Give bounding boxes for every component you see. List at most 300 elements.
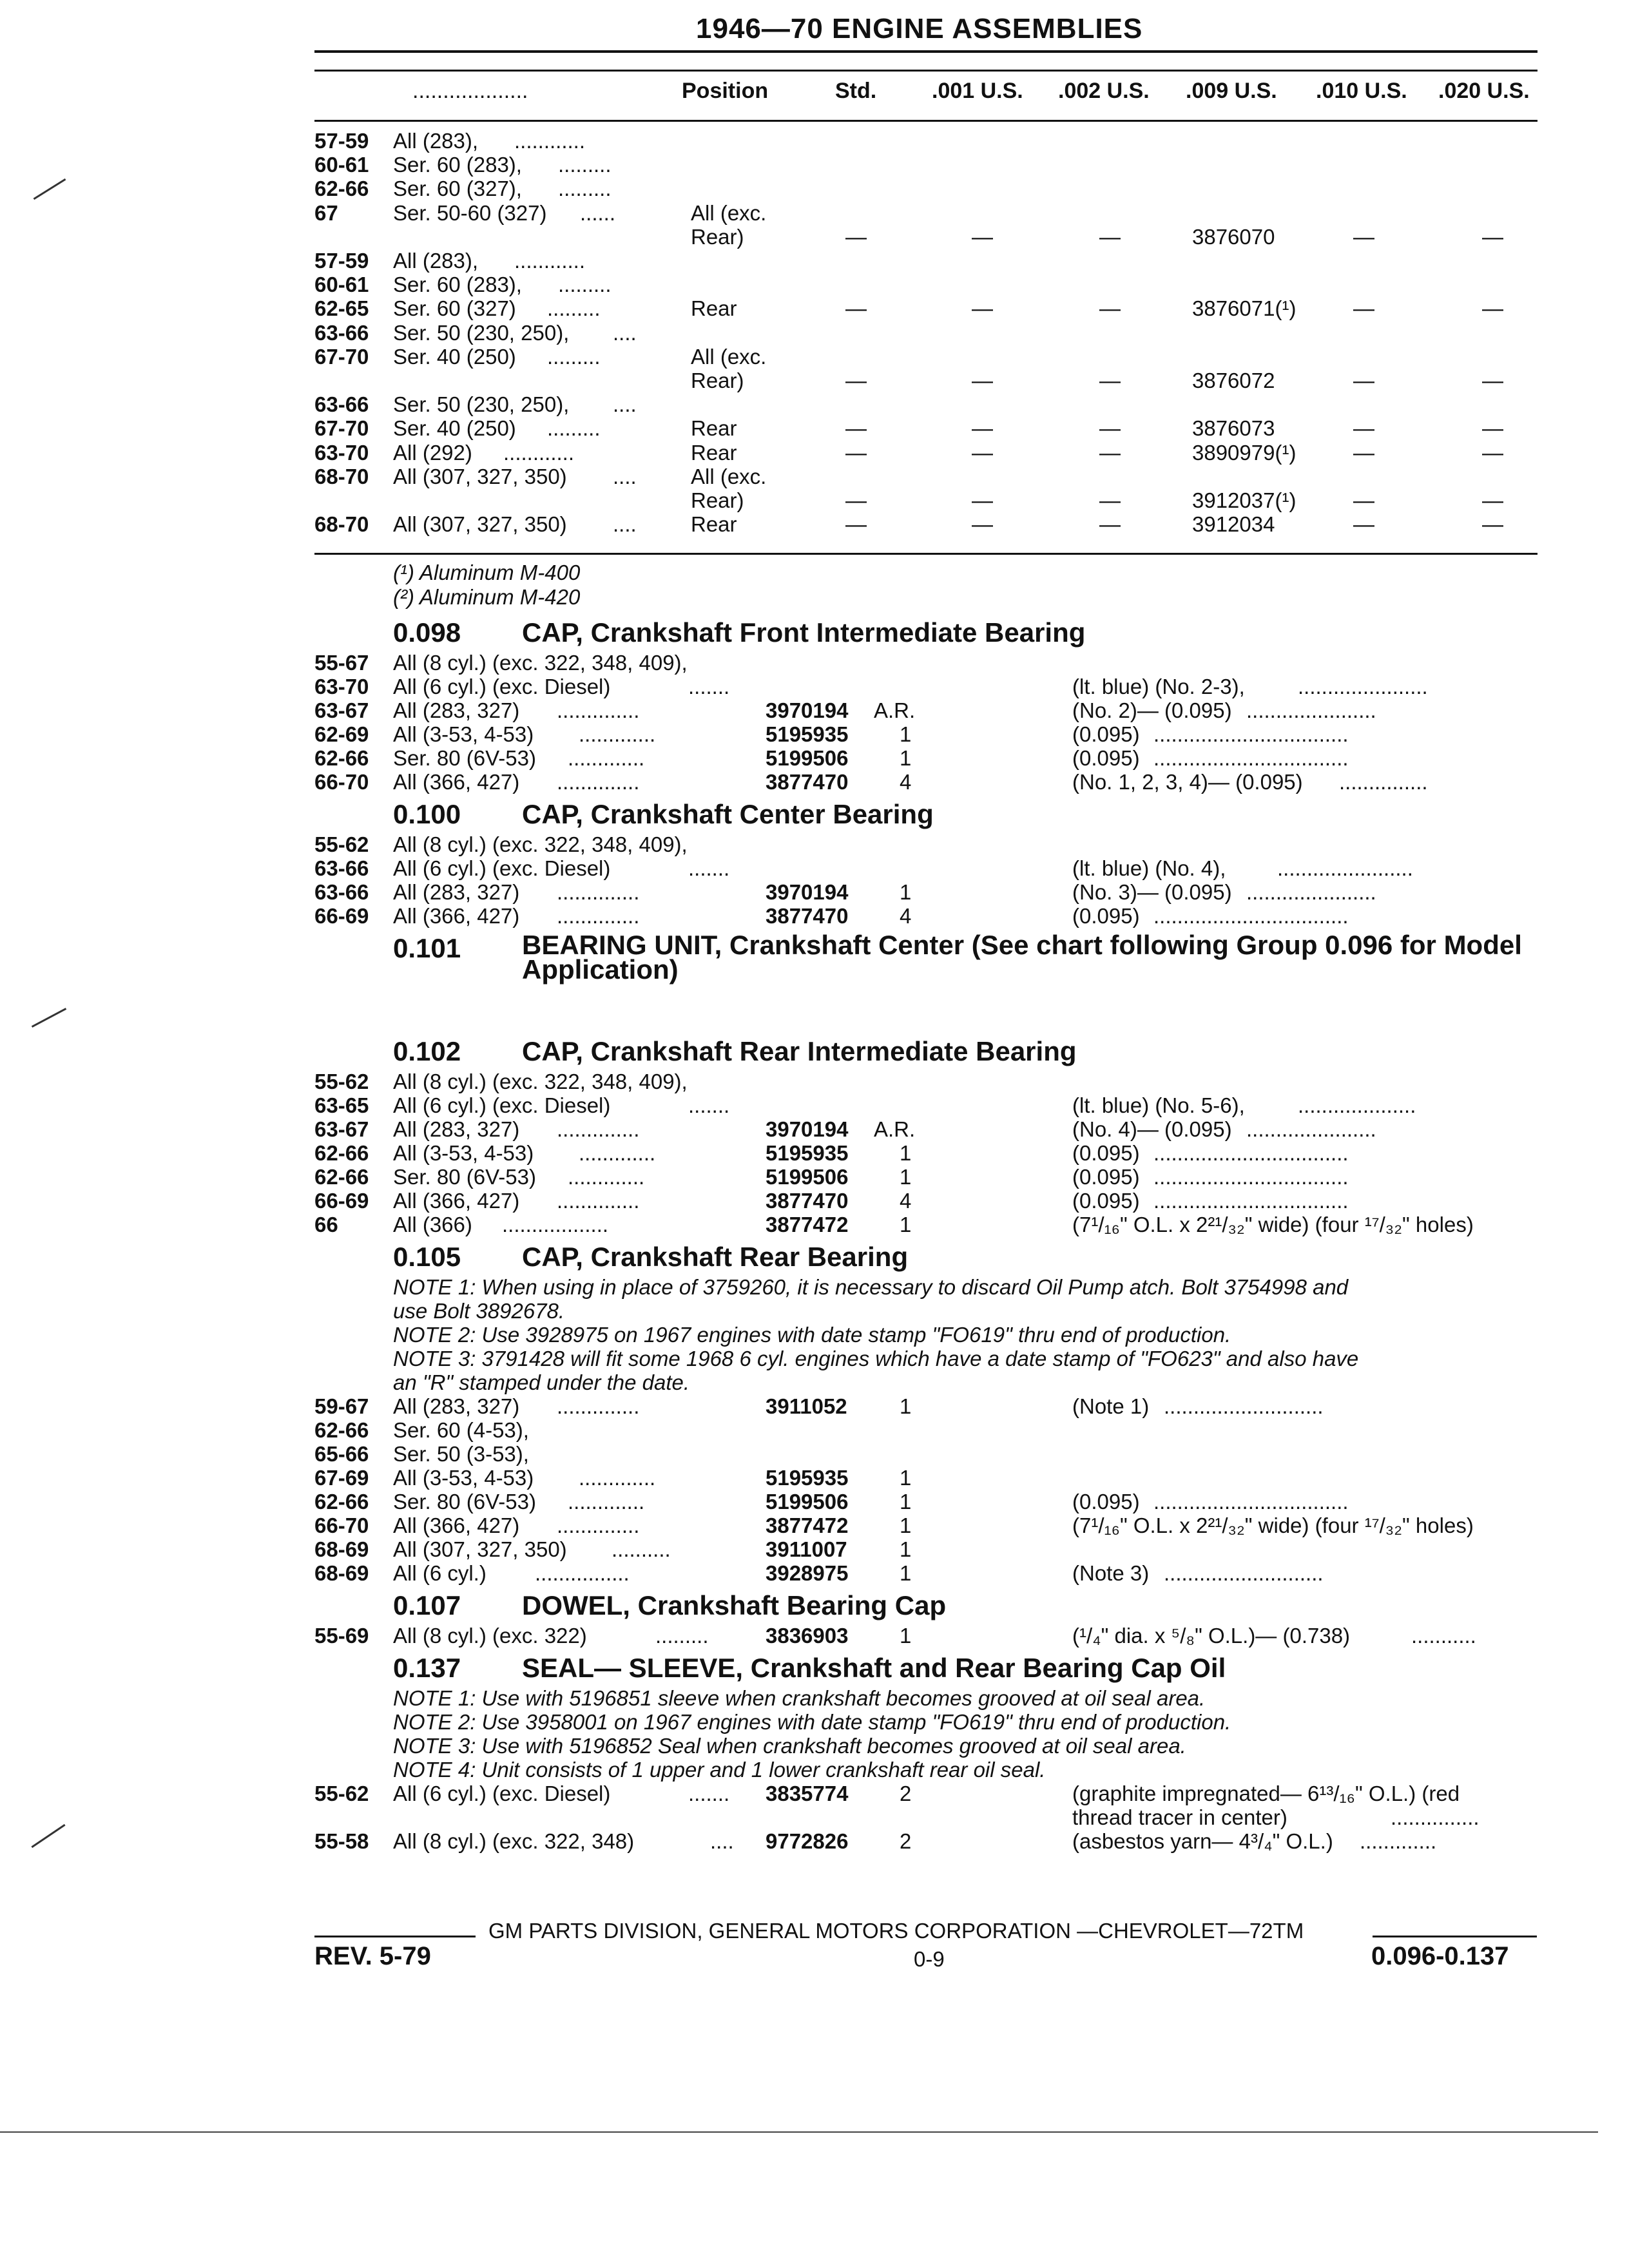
section-note: NOTE 1: Use with 5196851 sleeve when crankshaft becomes grooved at oil seal area.: [393, 1686, 1206, 1710]
cell-u009: 3876072: [1192, 369, 1275, 392]
row-remark: (¹/₄" dia. x ⁵/₈" O.L.)— (0.738): [1072, 1624, 1351, 1648]
row-leader-dots: .............: [568, 746, 645, 770]
row-quantity: 1: [900, 1466, 912, 1490]
row-years: 62-69: [314, 722, 369, 746]
row-years: 62-66: [314, 1418, 369, 1442]
row-leader-dots: .........: [558, 177, 612, 201]
row-part-number: 3836903: [766, 1624, 849, 1648]
column-header: .009 U.S.: [1186, 79, 1277, 103]
row-years: 63-66: [314, 392, 369, 417]
row-part-number: 5195935: [766, 1141, 849, 1165]
row-years: 55-62: [314, 832, 369, 856]
row-years: 66-69: [314, 904, 369, 928]
row-remark: (lt. blue) (No. 4),: [1072, 856, 1226, 880]
cell-std: —: [845, 224, 867, 249]
row-leader-dots: .......: [688, 1782, 730, 1805]
table-rule-bottom: [314, 553, 1537, 555]
row-years: 68-69: [314, 1537, 369, 1561]
row-years: 67-70: [314, 416, 369, 441]
row-years: 63-66: [314, 880, 369, 904]
section-note: NOTE 1: When using in place of 3759260, it is necessary to discard Oil Pump atch. Bolt 3754998 and: [393, 1275, 1349, 1299]
row-remark-dots: .................................: [1153, 1141, 1349, 1165]
row-part-number: 9772826: [766, 1829, 849, 1853]
row-position: All (exc.: [691, 200, 767, 225]
row-application: All (366, 427): [393, 1189, 520, 1213]
section-number: 0.105: [393, 1242, 461, 1272]
row-leader-dots: .............: [568, 1165, 645, 1189]
row-leader-dots: ..............: [557, 770, 640, 794]
row-remark: (0.095): [1072, 746, 1140, 770]
row-application: All (366, 427): [393, 904, 520, 928]
row-application: Ser. 40 (250): [393, 416, 516, 441]
row-years: 63-70: [314, 675, 369, 698]
row-quantity: 2: [900, 1829, 912, 1853]
cell-u009: 3876070: [1192, 224, 1275, 249]
section-note: use Bolt 3892678.: [393, 1299, 565, 1323]
cell-u001: —: [972, 488, 993, 512]
section-title: DOWEL, Crankshaft Bearing Cap: [522, 1590, 947, 1620]
row-leader-dots: .......: [688, 856, 730, 880]
row-quantity: 1: [900, 880, 912, 904]
row-quantity: 1: [900, 1490, 912, 1514]
row-years: 57-59: [314, 129, 369, 153]
cell-u002: —: [1099, 440, 1121, 465]
row-part-number: 3911052: [766, 1394, 847, 1418]
row-application: All (283, 327): [393, 1117, 520, 1141]
footer-rule-right: [1373, 1936, 1537, 1937]
cell-u001: —: [972, 224, 993, 249]
section-note: NOTE 3: 3791428 will fit some 1968 6 cyl. engines which have a date stamp of "FO623" and also have: [393, 1347, 1359, 1370]
row-leader-dots: ....: [710, 1829, 734, 1853]
cell-u002: —: [1099, 512, 1121, 537]
row-leader-dots: .........: [558, 153, 612, 177]
row-leader-dots: ....: [613, 392, 637, 417]
row-leader-dots: ............: [514, 249, 586, 273]
row-years: 65-66: [314, 1442, 369, 1466]
footer-range: 0.096-0.137: [1371, 1942, 1509, 1970]
row-remark-dots: .................................: [1153, 1189, 1349, 1213]
column-header: .001 U.S.: [932, 79, 1023, 103]
cell-u010: —: [1353, 440, 1374, 465]
row-remark: (0.095): [1072, 1189, 1140, 1213]
row-years: 66: [314, 1213, 338, 1236]
row-leader-dots: ..............: [557, 904, 640, 928]
row-remark-dots: ....................: [1298, 1093, 1416, 1117]
row-quantity: 1: [900, 1514, 912, 1537]
row-quantity: 1: [900, 746, 912, 770]
row-leader-dots: ............: [503, 440, 575, 465]
section-note: an "R" stamped under the date.: [393, 1370, 690, 1394]
row-quantity: A.R.: [874, 698, 916, 722]
row-leader-dots: .............: [579, 722, 656, 746]
row-part-number: 3928975: [766, 1561, 849, 1585]
row-years: 66-69: [314, 1189, 369, 1213]
row-years: 55-58: [314, 1829, 369, 1853]
page-title: 1946—70 ENGINE ASSEMBLIES: [696, 13, 1143, 44]
cell-u020: —: [1482, 440, 1503, 465]
row-years: 68-70: [314, 512, 369, 537]
row-application: All (283, 327): [393, 698, 520, 722]
section-number: 0.107: [393, 1590, 461, 1620]
scan-mark: [31, 1824, 65, 1848]
cell-std: —: [845, 512, 867, 537]
row-part-number: 5199506: [766, 1490, 849, 1514]
row-years: 55-62: [314, 1070, 369, 1093]
row-application: All (3-53, 4-53): [393, 722, 534, 746]
row-remark: (lt. blue) (No. 2-3),: [1072, 675, 1245, 698]
cell-u001: —: [972, 296, 993, 321]
row-remark: (7¹/₁₆" O.L. x 2²¹/₃₂" wide) (four ¹⁷/₃₂" holes): [1072, 1213, 1474, 1236]
cell-u010: —: [1353, 488, 1374, 512]
cell-u009: 3876073: [1192, 416, 1275, 441]
row-remark: thread tracer in center): [1072, 1805, 1287, 1829]
row-application: All (6 cyl.) (exc. Diesel): [393, 1782, 611, 1805]
row-leader-dots: .............: [579, 1466, 656, 1490]
row-application: All (6 cyl.) (exc. Diesel): [393, 1093, 611, 1117]
row-leader-dots: ....: [613, 464, 637, 488]
row-application: Ser. 80 (6V-53): [393, 1490, 536, 1514]
row-years: 60-61: [314, 273, 369, 297]
row-part-number: 3911007: [766, 1537, 847, 1561]
cell-u001: —: [972, 440, 993, 465]
section-title: BEARING UNIT, Crankshaft Center (See chart following Group 0.096 for Model Application): [522, 930, 1522, 985]
row-remark-dots: .................................: [1153, 722, 1349, 746]
cell-u020: —: [1482, 416, 1503, 441]
row-application: Ser. 50-60 (327): [393, 200, 547, 225]
footer-rule-left: [314, 1936, 476, 1937]
cell-u002: —: [1099, 488, 1121, 512]
row-application: All (366, 427): [393, 1514, 520, 1537]
row-application: All (8 cyl.) (exc. 322, 348, 409),: [393, 832, 688, 856]
section-note: NOTE 4: Unit consists of 1 upper and 1 lower crankshaft rear oil seal.: [393, 1758, 1046, 1782]
row-quantity: 1: [900, 1561, 912, 1585]
scan-mark: [34, 178, 66, 200]
row-remark: (0.095): [1072, 722, 1140, 746]
section-title: CAP, Crankshaft Front Intermediate Bearing: [522, 617, 1086, 648]
cell-std: —: [845, 369, 867, 392]
cell-u002: —: [1099, 416, 1121, 441]
row-years: 63-65: [314, 1093, 369, 1117]
row-remark: (graphite impregnated— 6¹³/₁₆" O.L.) (red: [1072, 1782, 1460, 1805]
row-remark-dots: ......................: [1246, 698, 1376, 722]
row-years: 67-69: [314, 1466, 369, 1490]
row-years: 63-67: [314, 1117, 369, 1141]
row-remark-dots: .................................: [1153, 1490, 1349, 1514]
row-part-number: 3877470: [766, 1189, 849, 1213]
cell-u010: —: [1353, 296, 1374, 321]
row-part-number: 5195935: [766, 1466, 849, 1490]
cell-u001: —: [972, 512, 993, 537]
row-leader-dots: ..................: [502, 1213, 609, 1236]
row-remark: (No. 1, 2, 3, 4)— (0.095): [1072, 770, 1303, 794]
row-application: All (3-53, 4-53): [393, 1466, 534, 1490]
row-leader-dots: .........: [547, 296, 601, 321]
row-remark: (No. 4)— (0.095): [1072, 1117, 1232, 1141]
row-application: All (307, 327, 350): [393, 1537, 567, 1561]
row-remark: (asbestos yarn— 4³/₄" O.L.): [1072, 1829, 1333, 1853]
row-remark: (lt. blue) (No. 5-6),: [1072, 1093, 1245, 1117]
row-quantity: A.R.: [874, 1117, 916, 1141]
cell-u020: —: [1482, 224, 1503, 249]
row-years: 67: [314, 200, 338, 225]
row-remark: (Note 3): [1072, 1561, 1150, 1585]
section-note: NOTE 2: Use 3958001 on 1967 engines with date stamp "FO619" thru end of production.: [393, 1710, 1231, 1734]
row-years: 59-67: [314, 1394, 369, 1418]
row-leader-dots: ................: [535, 1561, 630, 1585]
column-header: Std.: [835, 79, 877, 103]
row-application: Ser. 60 (327): [393, 296, 516, 321]
row-leader-dots: .........: [558, 273, 612, 297]
row-years: 63-66: [314, 320, 369, 345]
cell-std: —: [845, 488, 867, 512]
scan-mark: [32, 1008, 66, 1028]
title-rule: [314, 50, 1537, 53]
cell-u009: 3890979(¹): [1192, 440, 1296, 465]
row-remark: (0.095): [1072, 1165, 1140, 1189]
row-application: All (307, 327, 350): [393, 464, 567, 488]
row-leader-dots: ..............: [557, 698, 640, 722]
row-application: All (307, 327, 350): [393, 512, 567, 537]
cell-u010: —: [1353, 512, 1374, 537]
row-application: Ser. 80 (6V-53): [393, 1165, 536, 1189]
row-remark-dots: .................................: [1153, 746, 1349, 770]
row-remark-dots: .................................: [1153, 904, 1349, 928]
row-years: 55-69: [314, 1624, 369, 1648]
row-position: Rear: [691, 512, 737, 537]
row-application: All (283),: [393, 129, 479, 153]
header-rule-bottom: [314, 120, 1537, 122]
row-years: 55-67: [314, 651, 369, 675]
row-application: All (6 cyl.) (exc. Diesel): [393, 856, 611, 880]
row-leader-dots: ....: [613, 512, 637, 537]
cell-u010: —: [1353, 224, 1374, 249]
row-application: All (6 cyl.): [393, 1561, 487, 1585]
cell-std: —: [845, 440, 867, 465]
row-years: 60-61: [314, 153, 369, 177]
row-leader-dots: ....: [613, 320, 637, 345]
row-application: All (283, 327): [393, 1394, 520, 1418]
cell-u009: 3912034: [1192, 512, 1275, 537]
row-application: All (292): [393, 440, 472, 465]
row-years: 68-69: [314, 1561, 369, 1585]
row-application: Ser. 50 (230, 250),: [393, 320, 570, 345]
column-header: Position: [682, 79, 769, 103]
row-application: All (3-53, 4-53): [393, 1141, 534, 1165]
row-part-number: 5199506: [766, 746, 849, 770]
footnote: (²) Aluminum M-420: [393, 585, 581, 609]
row-remark-dots: ...........................: [1164, 1561, 1324, 1585]
section-note: NOTE 2: Use 3928975 on 1967 engines with date stamp "FO619" thru end of production.: [393, 1323, 1231, 1347]
section-title: CAP, Crankshaft Rear Bearing: [522, 1242, 909, 1272]
section-title: CAP, Crankshaft Rear Intermediate Bearing: [522, 1036, 1077, 1066]
cell-u009: 3912037(¹): [1192, 488, 1296, 512]
header-dots: ...................: [412, 79, 528, 103]
row-leader-dots: .............: [568, 1490, 645, 1514]
footer-publisher: GM PARTS DIVISION, GENERAL MOTORS CORPORATION —CHEVROLET—72TM: [488, 1919, 1304, 1943]
row-years: 63-70: [314, 440, 369, 465]
cell-u009: 3876071(¹): [1192, 296, 1296, 321]
row-position: Rear: [691, 440, 737, 465]
row-part-number: 3877470: [766, 770, 849, 794]
row-quantity: 1: [900, 722, 912, 746]
row-remark: (No. 3)— (0.095): [1072, 880, 1232, 904]
row-application: All (8 cyl.) (exc. 322, 348, 409),: [393, 651, 688, 675]
cell-u002: —: [1099, 369, 1121, 392]
section-number: 0.101: [393, 933, 461, 963]
row-quantity: 1: [900, 1537, 912, 1561]
footer-revision: REV. 5-79: [314, 1942, 431, 1970]
row-years: 62-66: [314, 1165, 369, 1189]
row-leader-dots: ..............: [557, 1117, 640, 1141]
row-remark: (7¹/₁₆" O.L. x 2²¹/₃₂" wide) (four ¹⁷/₃₂" holes): [1072, 1514, 1474, 1537]
cell-u001: —: [972, 369, 993, 392]
row-application: Ser. 50 (230, 250),: [393, 392, 570, 417]
row-position: Rear): [691, 369, 744, 392]
cell-u002: —: [1099, 296, 1121, 321]
row-remark: (0.095): [1072, 1490, 1140, 1514]
row-leader-dots: .........: [547, 416, 601, 441]
row-leader-dots: ..............: [557, 1514, 640, 1537]
row-leader-dots: .......: [688, 1093, 730, 1117]
row-remark-dots: .......................: [1277, 856, 1413, 880]
row-part-number: 5195935: [766, 722, 849, 746]
row-years: 66-70: [314, 1514, 369, 1537]
row-part-number: 3970194: [766, 698, 849, 722]
row-position: Rear): [691, 224, 744, 249]
row-position: All (exc.: [691, 344, 767, 369]
row-quantity: 4: [900, 904, 912, 928]
row-leader-dots: ..........: [612, 1537, 671, 1561]
section-number: 0.098: [393, 617, 461, 648]
row-years: 62-65: [314, 296, 369, 321]
footnote: (¹) Aluminum M-400: [393, 561, 581, 584]
row-application: Ser. 80 (6V-53): [393, 746, 536, 770]
row-years: 66-70: [314, 770, 369, 794]
row-application: All (8 cyl.) (exc. 322, 348): [393, 1829, 635, 1853]
row-application: All (366, 427): [393, 770, 520, 794]
row-remark: (0.095): [1072, 904, 1140, 928]
footer-page-number: 0-9: [914, 1947, 945, 1971]
row-position: Rear: [691, 296, 737, 321]
row-remark-dots: ...........: [1411, 1624, 1476, 1648]
cell-u020: —: [1482, 512, 1503, 537]
row-part-number: 3877472: [766, 1213, 849, 1236]
row-quantity: 4: [900, 1189, 912, 1213]
row-quantity: 1: [900, 1141, 912, 1165]
row-remark-dots: .................................: [1153, 1165, 1349, 1189]
row-years: 57-59: [314, 249, 369, 273]
column-header: .020 U.S.: [1438, 79, 1530, 103]
row-years: 63-67: [314, 698, 369, 722]
row-quantity: 1: [900, 1394, 912, 1418]
row-position: All (exc.: [691, 464, 767, 488]
cell-u010: —: [1353, 369, 1374, 392]
row-application: Ser. 50 (3-53),: [393, 1442, 529, 1466]
cell-std: —: [845, 296, 867, 321]
row-remark-dots: ...............: [1391, 1805, 1480, 1829]
row-years: 62-66: [314, 1141, 369, 1165]
row-application: All (366): [393, 1213, 472, 1236]
row-remark-dots: ...............: [1339, 770, 1428, 794]
row-application: All (283),: [393, 249, 479, 273]
row-part-number: 3835774: [766, 1782, 849, 1805]
section-number: 0.100: [393, 799, 461, 829]
row-leader-dots: .......: [688, 675, 730, 698]
row-leader-dots: .........: [655, 1624, 709, 1648]
cell-std: —: [845, 416, 867, 441]
row-leader-dots: ..............: [557, 880, 640, 904]
row-quantity: 1: [900, 1213, 912, 1236]
row-remark-dots: ......................: [1246, 1117, 1376, 1141]
section-title: SEAL— SLEEVE, Crankshaft and Rear Bearing Cap Oil: [522, 1653, 1226, 1683]
header-rule-top: [314, 70, 1537, 72]
cell-u020: —: [1482, 488, 1503, 512]
row-remark: (0.095): [1072, 1141, 1140, 1165]
row-years: 62-66: [314, 177, 369, 201]
row-part-number: 3877470: [766, 904, 849, 928]
row-years: 62-66: [314, 746, 369, 770]
row-part-number: 3970194: [766, 880, 849, 904]
section-note: NOTE 3: Use with 5196852 Seal when crankshaft becomes grooved at oil seal area.: [393, 1734, 1186, 1758]
row-years: 62-66: [314, 1490, 369, 1514]
row-part-number: 3877472: [766, 1514, 849, 1537]
row-remark-dots: ...........................: [1164, 1394, 1324, 1418]
row-quantity: 4: [900, 770, 912, 794]
row-quantity: 1: [900, 1165, 912, 1189]
row-years: 67-70: [314, 344, 369, 369]
column-header: .002 U.S.: [1058, 79, 1150, 103]
row-quantity: 2: [900, 1782, 912, 1805]
row-application: All (6 cyl.) (exc. Diesel): [393, 675, 611, 698]
row-application: Ser. 40 (250): [393, 344, 516, 369]
row-application: Ser. 60 (327),: [393, 177, 522, 201]
row-position: Rear): [691, 488, 744, 512]
cell-u010: —: [1353, 416, 1374, 441]
section-number: 0.137: [393, 1653, 461, 1683]
row-quantity: 1: [900, 1624, 912, 1648]
row-remark: (Note 1): [1072, 1394, 1150, 1418]
cell-u020: —: [1482, 296, 1503, 321]
section-number: 0.102: [393, 1036, 461, 1066]
cell-u002: —: [1099, 224, 1121, 249]
row-application: All (283, 327): [393, 880, 520, 904]
row-leader-dots: ............: [514, 129, 586, 153]
row-years: 63-66: [314, 856, 369, 880]
row-years: 55-62: [314, 1782, 369, 1805]
row-leader-dots: .........: [547, 344, 601, 369]
row-leader-dots: ..............: [557, 1189, 640, 1213]
cell-u001: —: [972, 416, 993, 441]
row-leader-dots: .............: [579, 1141, 656, 1165]
section-title: CAP, Crankshaft Center Bearing: [522, 799, 934, 829]
row-remark-dots: ......................: [1298, 675, 1428, 698]
row-leader-dots: ..............: [557, 1394, 640, 1418]
row-application: All (8 cyl.) (exc. 322, 348, 409),: [393, 1070, 688, 1093]
row-leader-dots: ......: [580, 200, 616, 225]
row-years: 68-70: [314, 464, 369, 488]
row-part-number: 5199506: [766, 1165, 849, 1189]
row-application: Ser. 60 (4-53),: [393, 1418, 529, 1442]
row-application: Ser. 60 (283),: [393, 273, 522, 297]
column-header: .010 U.S.: [1316, 79, 1407, 103]
cell-u020: —: [1482, 369, 1503, 392]
row-position: Rear: [691, 416, 737, 441]
row-remark-dots: .............: [1360, 1829, 1437, 1853]
scan-edge-line: [0, 2131, 1598, 2133]
row-application: Ser. 60 (283),: [393, 153, 522, 177]
row-application: All (8 cyl.) (exc. 322): [393, 1624, 587, 1648]
row-remark-dots: ......................: [1246, 880, 1376, 904]
